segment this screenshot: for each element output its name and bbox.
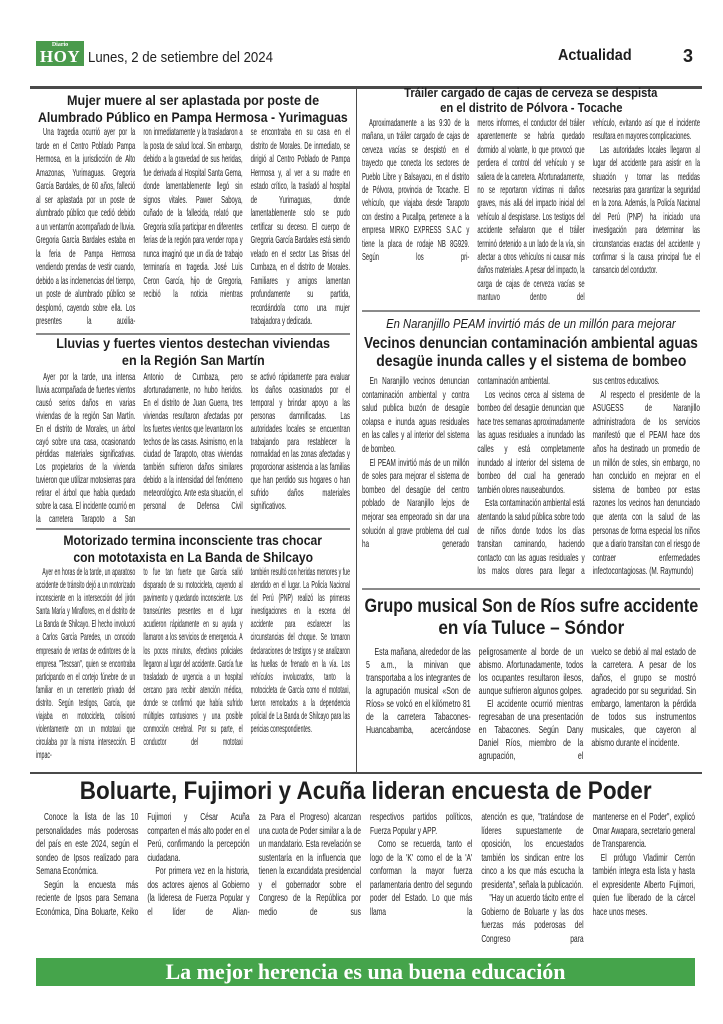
headline-line: Tráiler cargado de cajas de cerveza se despista bbox=[404, 86, 658, 100]
slogan-banner: La mejor herencia es una buena educación bbox=[36, 958, 695, 986]
article-body bbox=[362, 117, 700, 305]
article-column bbox=[477, 375, 584, 579]
paragraph: to fue tan fuerte que García salió disparado de su motocicleta, cayendo al pavimento y quedando inconsciente. Los transeúntes presentes en el lugar acudieron rápidamente en su ayuda y llamaron a los servicios de emergencia. A los pocos minutos, efectivos policiales llegaron al lugar del accidente. García fue trasladado de urgencia a un hospital cercano para recibir atención médica, donde se confirmó que había sufrido múltiples contusiones y una posible conmoción cerebral. Por su parte, el conductor del mototaxi bbox=[143, 567, 243, 749]
headline-line: desagüe inunda calles y el sistema de bombeo bbox=[375, 353, 687, 370]
paragraph: ron inmediatamente y la trasladaron a la posta de salud local. Sin embargo, debido a la gravedad de sus heridas, fue derivada al Hospital Santa Gema, donde lamentablemente llegó sin signos vitales. Pawer Saboya, cuñado de la fallecida, relató que Gregoria solía participar en diferentes ferias de la región para vender ropa y nunca imaginó que un día de trabajo terminaría en tragedia. José Luis Ceron García, hijo de Gregoria, recibió la noticia mientras bbox=[143, 126, 243, 300]
article-columns bbox=[362, 375, 700, 579]
article-column bbox=[36, 126, 135, 329]
article-headline bbox=[362, 335, 700, 371]
headline-line: en vía Tuluce – Sóndor bbox=[438, 618, 624, 639]
article-body bbox=[366, 646, 696, 763]
article-column bbox=[362, 375, 469, 579]
page-number: 3 bbox=[683, 46, 694, 66]
article-columns bbox=[362, 117, 700, 305]
article-separator bbox=[362, 588, 700, 590]
headline-line: Motorizado termina inconsciente tras chocar bbox=[63, 533, 323, 548]
paragraph: Esta mañana, alrededor de las 5 a.m., la minivan que transportaba a los integrantes de la agrupación musical «Son de Ríos» se volcó en el kilómetro 81 de la carretera Tabacones-Huancabamba, acercándose bbox=[366, 646, 471, 736]
article-columns bbox=[36, 126, 350, 329]
kicker-text: En Naranjillo PEAM invirtió más de un millón para mejorar bbox=[386, 317, 676, 331]
article-body bbox=[362, 375, 700, 579]
paragraph: Ayer en horas de la tarde, un aparatoso accidente de tránsito dejó a un motorizado inconsciente en la intersección del jirón Santa María y Miraflores, en el distrito de La Banda de Shilcayo. El hecho involucró a Carlos García Paredes, un conocido empresario de ventas de extintores de la empresa "Tescsan", quien se encontraba participando en el cortejo fúnebre de un familiar en un cementerio privado del distrito. Según testigos, García, que viajaba en motocicleta, colisionó violentamente con un mototaxi que circulaba por la misma intersección. El impac- bbox=[36, 567, 136, 762]
paragraph: Como se recuerda, tanto el logo de la 'K' como el de la 'A' conforman la mayor fuerza parlamentaria dentro del segundo poder del Estado. Lo que más llama la bbox=[369, 838, 473, 918]
paragraph: Fujimori y César Acuña comparten el más alto poder en el Perú, confirmando la percepción ciudadana. bbox=[147, 811, 250, 864]
newspaper-logo bbox=[36, 41, 84, 66]
article-column bbox=[251, 566, 350, 762]
paragraph: Al respecto el presidente de la ASUGESS de Naranjillo administradora de los servicios manifestó que el PEAM hace dos años ha destinado un promedio de un millón de soles, sin embargo, no han concluido en mejorar en el sistema de bombeo por estas razones los vecinos han denunciado que atenta con la salud de las personas de forma especial los niños que a diario transitan con el riesgo de contraer enfermedades infectocontagiosas. (M. Raymundo) bbox=[592, 388, 700, 578]
paragraph: El PEAM invirtió más de un millón de soles para mejorar el sistema de bombeo del desagüe del centro poblado de Naranjillo lejos de mejorar sea empeorado sin dar una solución al grave problema del cual ha generado bbox=[362, 456, 470, 551]
article-headline bbox=[362, 86, 700, 116]
paragraph: atención es que, "tratándose de líderes supuestamente de oposición, los encuestados también los sindican entre los cinco a los que más escucha la presidenta", señala la publicación. bbox=[481, 811, 584, 891]
article-kicker bbox=[362, 317, 700, 332]
article-column bbox=[593, 811, 695, 946]
article-column bbox=[147, 811, 249, 946]
paragraph: Esta contaminación ambiental está atentando la salud pública sobre todo de niños donde todos los días transitan caminando, haciendo contacto con las aguas residuales y los malos olores para llegar a bbox=[477, 497, 585, 578]
article-column bbox=[143, 566, 242, 762]
article-column bbox=[362, 117, 469, 305]
paragraph: za Para el Progreso) alcanzan una cuota de Poder similar a la de un mandatario. Esta revelación se sustentaría en la influencia que tienen la excandidata presidencial y el gobernador sobre el Congreso de la República por medio de sus bbox=[258, 811, 361, 918]
paragraph: En Naranjillo vecinos denuncian contaminación ambiental y contra salud publica buzón de desagüe colapsa e inunda aguas residuales en las calles y al interior del sistema de bombeo. bbox=[362, 375, 470, 455]
paragraph: sus centros educativos. bbox=[592, 375, 660, 387]
paragraph: Ayer por la tarde, una intensa lluvia acompañada de fuertes vientos causó serios daños en varias viviendas de la región San Martín. En el distrito de Morales, un árbol cayó sobre una casa, ocasionando pérdidas materiales significativas. Los propietarios de la vivienda tuvieron que utilizar motosierras para retirar el árbol que había quedado sobre la casa. El incidente ocurrió en la carretera Tarapoto a San bbox=[36, 371, 136, 525]
headline-line: Vecinos denuncian contaminación ambiental aguas bbox=[364, 335, 698, 352]
paragraph: mantenerse en el Poder", explicó Omar Awapara, secretario general de Transparencia. bbox=[592, 811, 695, 850]
headline-line: en la Región San Martín bbox=[121, 352, 265, 368]
paragraph: se activó rápidamente para evaluar los daños ocasionados por el temporal y brindar apoyo a las personas damnificadas. Las autoridades locales se encuentran trabajando para restablecer la normalidad en las zonas afectadas y proporcionar asistencia a las familias que han perdido sus hogares o han sufrido daños materiales significativos. bbox=[250, 371, 350, 513]
headline-line: Lluvias y fuertes vientos destechan viviendas bbox=[56, 335, 330, 351]
article-columns bbox=[36, 371, 350, 526]
article-column bbox=[36, 371, 135, 526]
article-column bbox=[259, 811, 361, 946]
article-separator bbox=[362, 310, 700, 312]
bottom-rule bbox=[30, 772, 702, 774]
article-column bbox=[36, 811, 138, 946]
logo-main-text: HOY bbox=[39, 47, 81, 66]
article-headline bbox=[362, 596, 700, 640]
paragraph: El accidente ocurrió mientras regresaban de una presentación en Tabacones. Según Dany Daniel Ríos, miembro de la agrupación, el bbox=[478, 698, 584, 762]
paragraph: Las autoridades locales llegaron al lugar del accidente para asistir en la situación y tomar las medidas necesarias para garantizar la seguridad en la zona. Además, la Policía Nacional del Perú (PNP) ha iniciado una investigación para determinar las circunstancias exactas del accidente y confirmar si la causa principal fue el cansancio del conductor. bbox=[592, 143, 701, 277]
article-headline bbox=[36, 92, 350, 126]
article-headline bbox=[36, 335, 350, 369]
headline-line: Grupo musical Son de Ríos sufre accidente bbox=[364, 596, 698, 617]
section-name: Actualidad bbox=[558, 47, 632, 64]
article-column bbox=[370, 811, 472, 946]
paragraph: Una tragedia ocurrió ayer por la tarde en el Centro Poblado Pampa Hermosa, en la jurisdicción de Alto Amazonas, Yurimaguas. Gregoria García Bardales, de 60 años, falleció al ser aplastada por un poste de alumbrado público que cedió debido a un ventarrón acompañado de lluvia. Gregoria García Bardales estaba en la feria de Pampa Hermosa vendiendo prendas de vestir cuando, debido a las inclemencias del tiempo, un poste de alumbrado público se desplomó, cayendo sobre ella. Los presentes la auxilia- bbox=[36, 126, 136, 327]
article-column bbox=[591, 646, 696, 763]
headline-line: Mujer muere al ser aplastada por poste de bbox=[66, 92, 320, 108]
paragraph: El prófugo Vladimir Cerrón también integra esta lista y hasta el expresidente Alberto Fujimori, quien fue liberado de la cárcel hace unos meses. bbox=[592, 851, 695, 918]
paragraph: Según la encuesta más reciente de Ipsos para Semana Económica, Dina Boluarte, Keiko bbox=[36, 878, 139, 918]
article-separator bbox=[36, 528, 350, 530]
article-column bbox=[481, 811, 583, 946]
paragraph: "Hay un acuerdo tácito entre el Gobierno de Boluarte y las dos fuerzas más poderosas del Congreso para bbox=[481, 892, 584, 945]
headline-line: Boluarte, Fujimori y Acuña lideran encuesta de Poder bbox=[79, 777, 652, 805]
article-headline bbox=[36, 532, 350, 566]
paragraph: Antonio de Cumbaza, pero afortunadamente, no hubo heridos. En el distrito de Juan Guerra, tres viviendas resultaron afectadas por los fuertes vientos que levantaron los techos de las casas. Asimismo, en la ciudad de Tarapoto, otras viviendas también sufrieron daños similares debido a la intensidad del fenómeno meteorológico. Ante esta situación, el personal de Defensa Civil bbox=[143, 371, 243, 513]
article-columns bbox=[366, 646, 696, 763]
article-body bbox=[36, 566, 350, 762]
column-divider bbox=[356, 88, 357, 772]
article-column bbox=[479, 646, 584, 763]
article-body bbox=[36, 371, 350, 526]
paragraph: respectivos partidos políticos, Fuerza Popular y APP. bbox=[369, 811, 473, 837]
headline-line: en el distrito de Pólvora - Tocache bbox=[439, 101, 623, 115]
headline-line: Alumbrado Público en Pampa Hermosa - Yurimaguas bbox=[38, 109, 348, 125]
article-body bbox=[36, 811, 695, 946]
paragraph: contaminación ambiental. bbox=[477, 375, 550, 387]
paragraph: peligrosamente al borde de un abismo. Afortunadamente, todos los ocupantes resultaron ilesos, aunque sufrieron algunos golpes. bbox=[478, 646, 584, 697]
issue-date: Lunes, 2 de setiembre del 2024 bbox=[88, 49, 273, 66]
paragraph: Aproximadamente a las 9:30 de la mañana, un tráiler cargado de cajas de cerveza vacías se despistó en el trayecto que conecta los sectores de Pueblo Libre y Balsayacu, en el distrito de Pólvora, provincia de Tocache. El vehículo, que viajaba desde Tarapoto con destino a Pucallpa, pertenece a la empresa MIRKO EXPRESS S.A.C y tiene la placa de rodaje NB 8G929. Según los pri- bbox=[362, 117, 470, 264]
paragraph: Los vecinos cerca al sistema de bombeo del desagüe denuncian que hace tres semanas aproximadamente las aguas residuales a inundado las calles y está completamente inundado al interior del sistema de bombeo del cual ha generado también olores nauseabundos. bbox=[477, 388, 585, 496]
paragraph: meros informes, el conductor del tráiler aparentemente se habría quedado dormido al volante, lo que provocó que perdiera el control del vehículo y se saliera de la carretera. Afortunadamente, no se reportaron víctimas ni daños graves, más allá del impacto inicial del vehículo al despistarse. Los testigos del accidente señalaron que el tráiler terminó detenido a un lado de la vía, sin afectar a otros vehículos ni causar más daños materiales. A pesar del impacto, la carga de cajas de cerveza vacías se mantuvo dentro del bbox=[477, 117, 585, 304]
logo-top-text: Diario bbox=[51, 42, 69, 48]
article-columns bbox=[36, 566, 350, 762]
article-column bbox=[593, 375, 700, 579]
article-body bbox=[36, 126, 350, 329]
paragraph: también resultó con heridas menores y fue atendido en el lugar. La Policía Nacional del Perú (PNP) realizó las primeras investigaciones en la escena del accidente para esclarecer las circunstancias del choque. Se tomaron declaraciones de testigos y se analizaron las huellas de frenado en la vía. Los vehículos involucrados, tanto la motocicleta de García como el mototaxi, fueron remolcados a la dependencia policial de La Banda de Shilcayo para las pericias correspondientes. bbox=[250, 567, 351, 736]
article-columns bbox=[36, 811, 695, 946]
article-headline bbox=[36, 776, 695, 806]
paragraph: se encontraba en su casa en el distrito de Morales. De inmediato, se dirigió al Centro Poblado de Pampa Hermosa y, al ver a su madre en estado crítico, la trasladó al hospital de Yurimaguas, donde lamentablemente solo se pudo certificar su deceso. El cuerpo de Gregoria García Bardales está siendo velado en el sector Las Brisas del Cumbaza, en el distrito de Morales. Familiares y amigos lamentan profundamente su partida, recordándola como una mujer trabajadora y dedicada. bbox=[250, 126, 350, 327]
article-column bbox=[143, 126, 242, 329]
headline-line: con mototaxista en La Banda de Shilcayo bbox=[73, 550, 313, 565]
paragraph: vuelco se debió al mal estado de la carretera. A pesar de los daños, el grupo se mostró agradecido por su seguridad. Sin embargo, lamentaron la pérdida de todos sus instrumentos musicales, que cayeron al abismo durante el incidente. bbox=[591, 646, 696, 749]
article-column bbox=[143, 371, 242, 526]
paragraph: Por primera vez en la historia, dos actores ajenos al Gobierno (la lideresa de Fuerza Popular y el líder de Alian- bbox=[147, 865, 250, 918]
article-column bbox=[366, 646, 471, 763]
article-column bbox=[593, 117, 700, 305]
article-column bbox=[477, 117, 584, 305]
article-column bbox=[251, 371, 350, 526]
paragraph: vehículo, evitando así que el incidente resultara en mayores complicaciones. bbox=[592, 117, 701, 143]
article-column bbox=[251, 126, 350, 329]
article-column bbox=[36, 566, 135, 762]
paragraph: Conoce la lista de las 10 personalidades más poderosas del país en este 2024, según el sondeo de Ipsos realizado para Semana Económica. bbox=[36, 811, 139, 877]
